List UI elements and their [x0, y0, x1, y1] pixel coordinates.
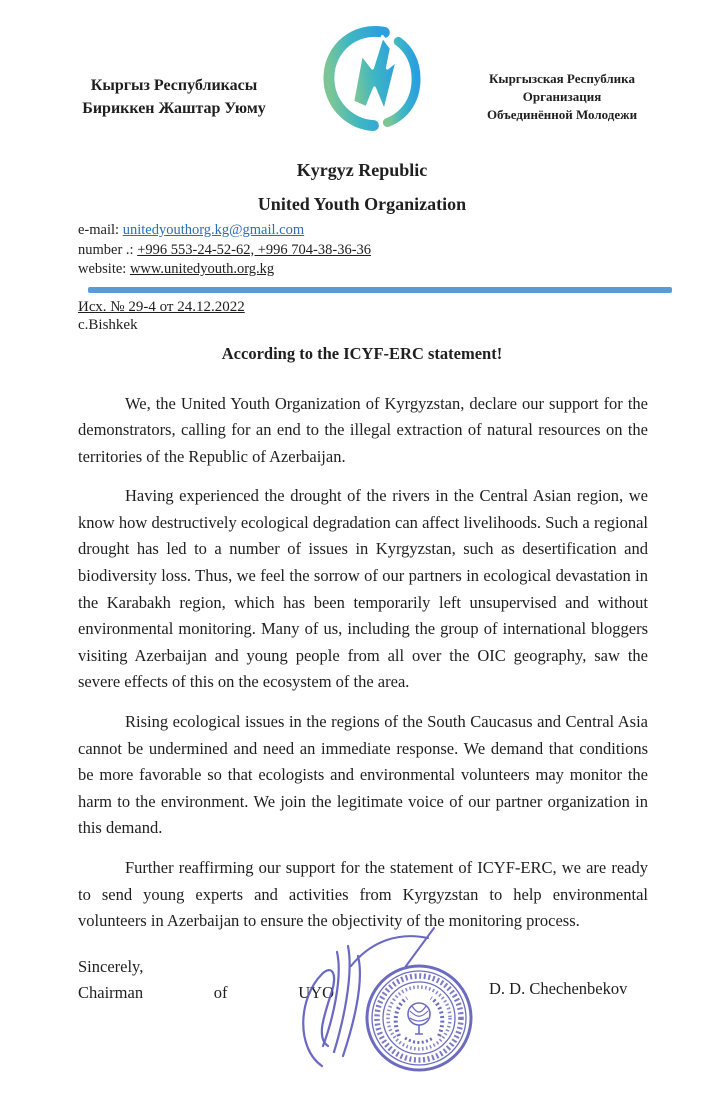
letter-body: [78, 391, 648, 935]
paragraph-1: We, the United Youth Organization of Kyrgyzstan, declare our support for the demonstrators, calling for an end to the illegal extraction of natural resources on the territories of the Republic of Azerbaijan.: [78, 393, 648, 466]
phone-line: [78, 241, 648, 261]
website-link[interactable]: www.unitedyouth.org.kg: [129, 261, 275, 277]
signature-block: [0, 948, 724, 1118]
website-label: website:: [78, 261, 130, 277]
paragraph-2: Having experienced the drought of the rivers in the Central Asian region, we know how destructively ecological degradation can affect livelihoods. Such a regional drought has led to a number of issues in Kyrgyzstan, such as desertification and biodiversity loss. Thus, we feel the sorrow of our partners in ecological devastation in the Karabakh region, which has been temporarily left unsupervised and without environmental monitoring. Many of us, including the group of international bloggers visiting Azerbaijan and young people from all over the OIC geography, saw the severe effects of this on the ecosystem of the area.: [78, 486, 648, 692]
email-line: [78, 221, 648, 241]
outgoing-number: Исх. № 29-4 от 24.12.2022: [78, 298, 245, 315]
org-name-russian-line2: Организация: [522, 89, 602, 104]
org-name-russian-line1: Кыргызская Республика: [489, 71, 635, 86]
signer-title-word1: Chairman: [78, 982, 144, 1002]
email-label: e-mail:: [78, 222, 123, 238]
reference-block: [78, 298, 648, 335]
org-name-kyrgyz: [58, 74, 290, 120]
signer-name: D. D. Chechenbekov: [489, 978, 628, 998]
org-name-kyrgyz-line1: Кыргыз Республикасы: [90, 77, 258, 94]
united-youth-organization-logo-icon: [322, 24, 421, 132]
org-name-kyrgyz-line2: Бириккен Жаштар Уюму: [82, 100, 266, 117]
stamp-and-signature-icon: [288, 926, 492, 1096]
email-link[interactable]: unitedyouthorg.kg@gmail.com: [122, 222, 305, 238]
letterhead-header: [0, 0, 724, 142]
country-title: Kyrgyz Republic: [296, 160, 428, 180]
phone-label: number .:: [78, 241, 138, 258]
website-line: [78, 260, 648, 280]
contact-block: [78, 221, 648, 280]
paragraph-4: Further reaffirming our support for the statement of ICYF-ERC, we are ready to send young experts and activities from Kyrgyzstan to help environmental volunteers in Azerbaijan to ensure the objectivity of the monitoring process.: [78, 858, 648, 931]
organization-title: United Youth Organization: [257, 194, 467, 214]
paragraph-3: Rising ecological issues in the regions of the South Caucasus and Central Asia cannot be undermined and need an immediate response. We demand that conditions be more favorable so that ecologists and environmental volunteers may monitor the harm to the environment. We join the legitimate voice of our partner organization in this demand.: [78, 712, 648, 838]
blue-divider-bar: [88, 287, 672, 293]
phone-numbers: +996 553-24-52-62, +996 704-38-36-36: [137, 241, 372, 258]
signer-title-word2: of: [213, 982, 228, 1002]
signer-title-word3: UYO: [298, 982, 334, 1002]
subject-line: According to the ICYF-ERC statement!: [221, 343, 503, 363]
org-name-russian: [452, 70, 672, 124]
closing: Sincerely,: [78, 956, 144, 976]
org-name-russian-line3: Объединённой Молодежи: [486, 107, 638, 122]
city: с.Bishkek: [78, 317, 138, 333]
